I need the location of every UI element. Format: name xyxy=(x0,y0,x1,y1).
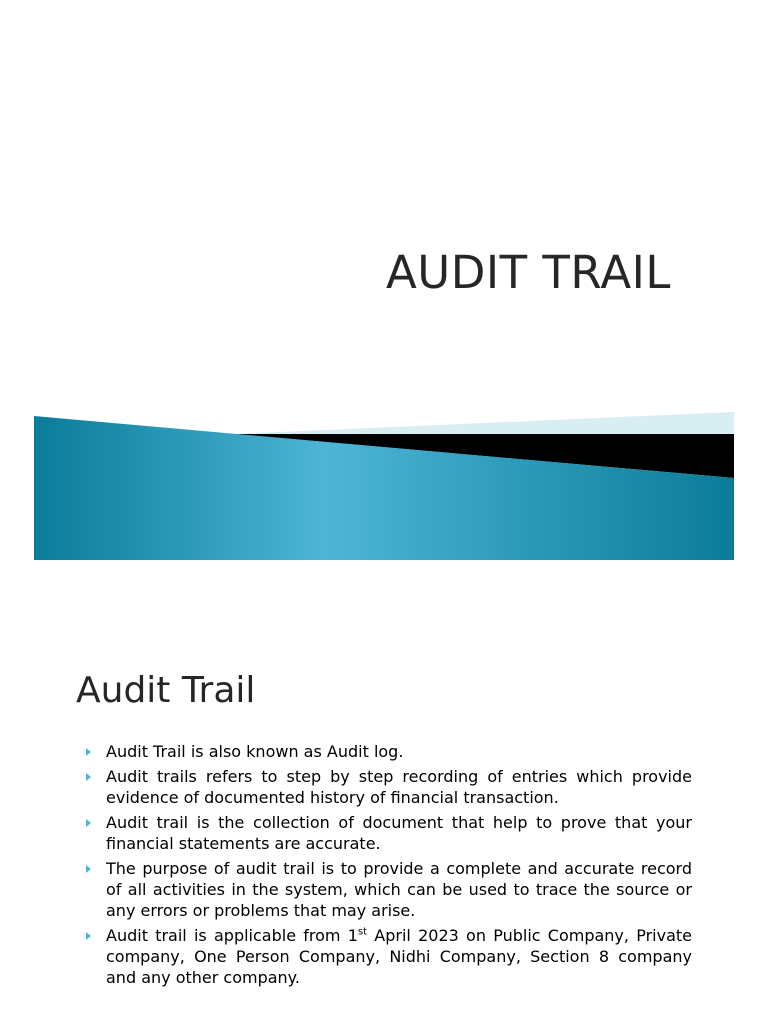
bullet-text: The purpose of audit trail is to provide a complete and accurate record of all activities in the system, which can be used to trace the source or any errors or problems that may arise. xyxy=(106,859,692,920)
slide-heading: Audit Trail xyxy=(76,670,256,711)
triangle-bullet-icon xyxy=(86,773,91,781)
list-item xyxy=(86,925,692,988)
bullet-text: Audit trails refers to step by step recording of entries which provide evidence of documented history of financial transaction. xyxy=(106,767,692,807)
decorative-banner xyxy=(34,412,734,560)
list-item xyxy=(86,858,692,921)
slide-title: AUDIT TRAIL xyxy=(386,246,671,299)
list-item xyxy=(86,741,692,762)
triangle-bullet-icon xyxy=(86,819,91,827)
bullet-text: Audit Trail is also known as Audit log. xyxy=(106,742,404,761)
banner-pale-strip xyxy=(234,412,734,436)
triangle-bullet-icon xyxy=(86,932,91,940)
bullet-text: Audit trail is the collection of document that help to prove that your financial statements are accurate. xyxy=(106,813,692,853)
bullet-list xyxy=(86,741,692,992)
list-item xyxy=(86,766,692,808)
triangle-bullet-icon xyxy=(86,748,91,756)
bullet-text: Audit trail is applicable from 1st April 2023 on Public Company, Private company, One Person Company, Nidhi Company, Section 8 company and any other company. xyxy=(106,926,693,987)
content-slide xyxy=(0,612,768,1024)
list-item xyxy=(86,812,692,854)
triangle-bullet-icon xyxy=(86,865,91,873)
